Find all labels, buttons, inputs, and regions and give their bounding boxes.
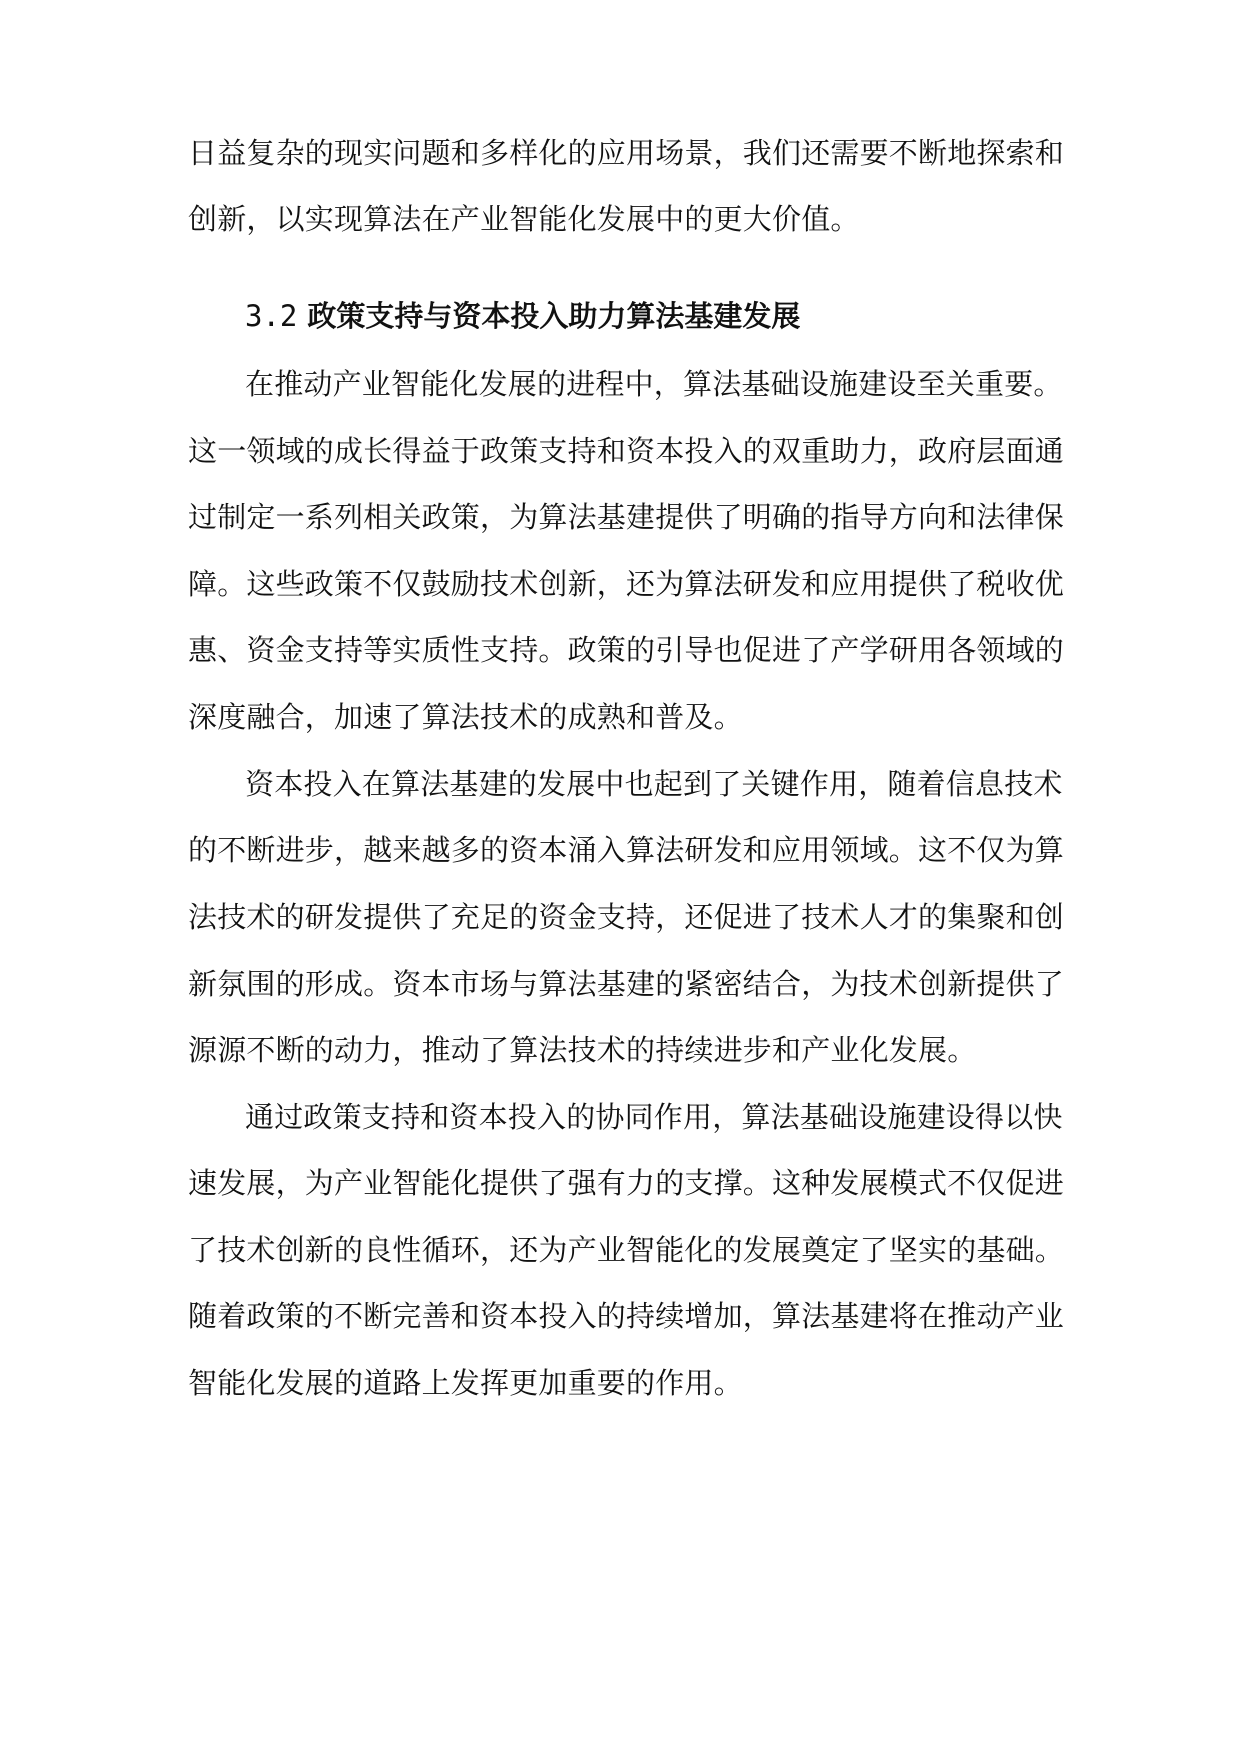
paragraph-1-line-3: 过制定一系列相关政策，为算法基建提供了明确的指导方向和法律保: [188, 500, 1065, 534]
section-number: 3.2: [245, 299, 298, 333]
paragraph-2-line-4: 新氛围的形成。资本市场与算法基建的紧密结合，为技术创新提供了: [188, 967, 1065, 1001]
paragraph-1-line-6: 深度融合，加速了算法技术的成熟和普及。: [188, 700, 743, 734]
paragraph-3-line-2: 速发展，为产业智能化提供了强有力的支撑。这种发展模式不仅促进: [188, 1166, 1065, 1200]
continuation-line-2: 创新，以实现算法在产业智能化发展中的更大价值。: [188, 202, 860, 236]
paragraph-2-line-3: 法技术的研发提供了充足的资金支持，还促进了技术人才的集聚和创: [188, 900, 1065, 934]
paragraph-1-line-4: 障。这些政策不仅鼓励技术创新，还为算法研发和应用提供了税收优: [188, 567, 1065, 601]
paragraph-2-line-2: 的不断进步，越来越多的资本涌入算法研发和应用领域。这不仅为算: [188, 833, 1065, 867]
paragraph-1-line-2: 这一领域的成长得益于政策支持和资本投入的双重助力，政府层面通: [188, 434, 1065, 468]
paragraph-3-line-3: 了技术创新的良性循环，还为产业智能化的发展奠定了坚实的基础。: [188, 1233, 1065, 1267]
paragraph-2-line-1: 资本投入在算法基建的发展中也起到了关键作用，随着信息技术: [245, 767, 1063, 801]
section-heading: [245, 296, 800, 336]
paragraph-3-line-1: 通过政策支持和资本投入的协同作用，算法基础设施建设得以快: [245, 1100, 1063, 1134]
paragraph-1-line-1: 在推动产业智能化发展的进程中，算法基础设施建设至关重要。: [245, 367, 1063, 401]
section-title: 政策支持与资本投入助力算法基建发展: [307, 299, 801, 333]
paragraph-3-line-5: 智能化发展的道路上发挥更加重要的作用。: [188, 1366, 743, 1400]
paragraph-1-line-5: 惠、资金支持等实质性支持。政策的引导也促进了产学研用各领域的: [188, 633, 1065, 667]
paragraph-3-line-4: 随着政策的不断完善和资本投入的持续增加，算法基建将在推动产业: [188, 1299, 1065, 1333]
continuation-line-1: 日益复杂的现实问题和多样化的应用场景，我们还需要不断地探索和: [188, 136, 1065, 170]
paragraph-2-line-5: 源源不断的动力，推动了算法技术的持续进步和产业化发展。: [188, 1033, 977, 1067]
